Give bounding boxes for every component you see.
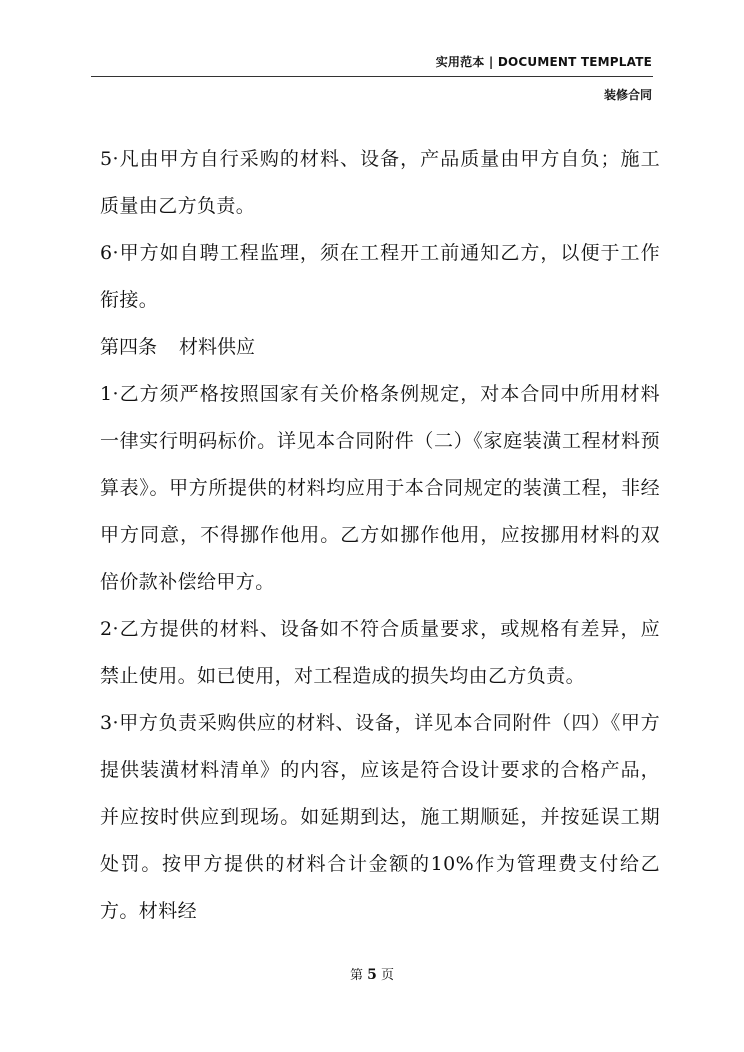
- footer-prefix: 第: [349, 968, 363, 983]
- document-body: [100, 136, 660, 935]
- page-number: 5: [367, 967, 377, 983]
- material-clause-2: 2·乙方提供的材料、设备如不符合质量要求，或规格有差异，应禁止使用。如已使用，对工程造成的损失均由乙方负责。: [100, 618, 660, 687]
- header-subtitle: 装修合同: [603, 88, 652, 102]
- page-footer: [0, 964, 744, 983]
- footer-suffix: 页: [381, 968, 395, 983]
- paragraph-item-6: 6·甲方如自聘工程监理，须在工程开工前通知乙方，以便于工作衔接。: [100, 242, 660, 311]
- material-clause-1: 1·乙方须严格按照国家有关价格条例规定，对本合同中所用材料一律实行明码标价。详见本合同附件（二）《家庭装潢工程材料预算表》。甲方所提供的材料均应用于本合同规定的装潢工程，非经甲方同意，不得挪作他用。乙方如挪作他用，应按挪用材料的双倍价款补偿给甲方。: [100, 383, 660, 593]
- section-number: 第四条: [100, 336, 158, 358]
- header-divider: [91, 76, 653, 77]
- paragraph-item-5: 5·凡由甲方自行采购的材料、设备，产品质量由甲方自负；施工质量由乙方负责。: [100, 148, 660, 217]
- section-title: 材料供应: [179, 336, 256, 358]
- material-clause-3: 3·甲方负责采购供应的材料、设备，详见本合同附件（四）《甲方提供装潢材料清单》的内容，应该是符合设计要求的合格产品，并应按时供应到现场。如延期到达，施工期顺延，并按延误工期处罚。按甲方提供的材料合计金额的10%作为管理费支付给乙方。材料经: [100, 712, 660, 922]
- header-title: 实用范本 | DOCUMENT TEMPLATE: [435, 55, 652, 69]
- section-heading: [100, 324, 660, 371]
